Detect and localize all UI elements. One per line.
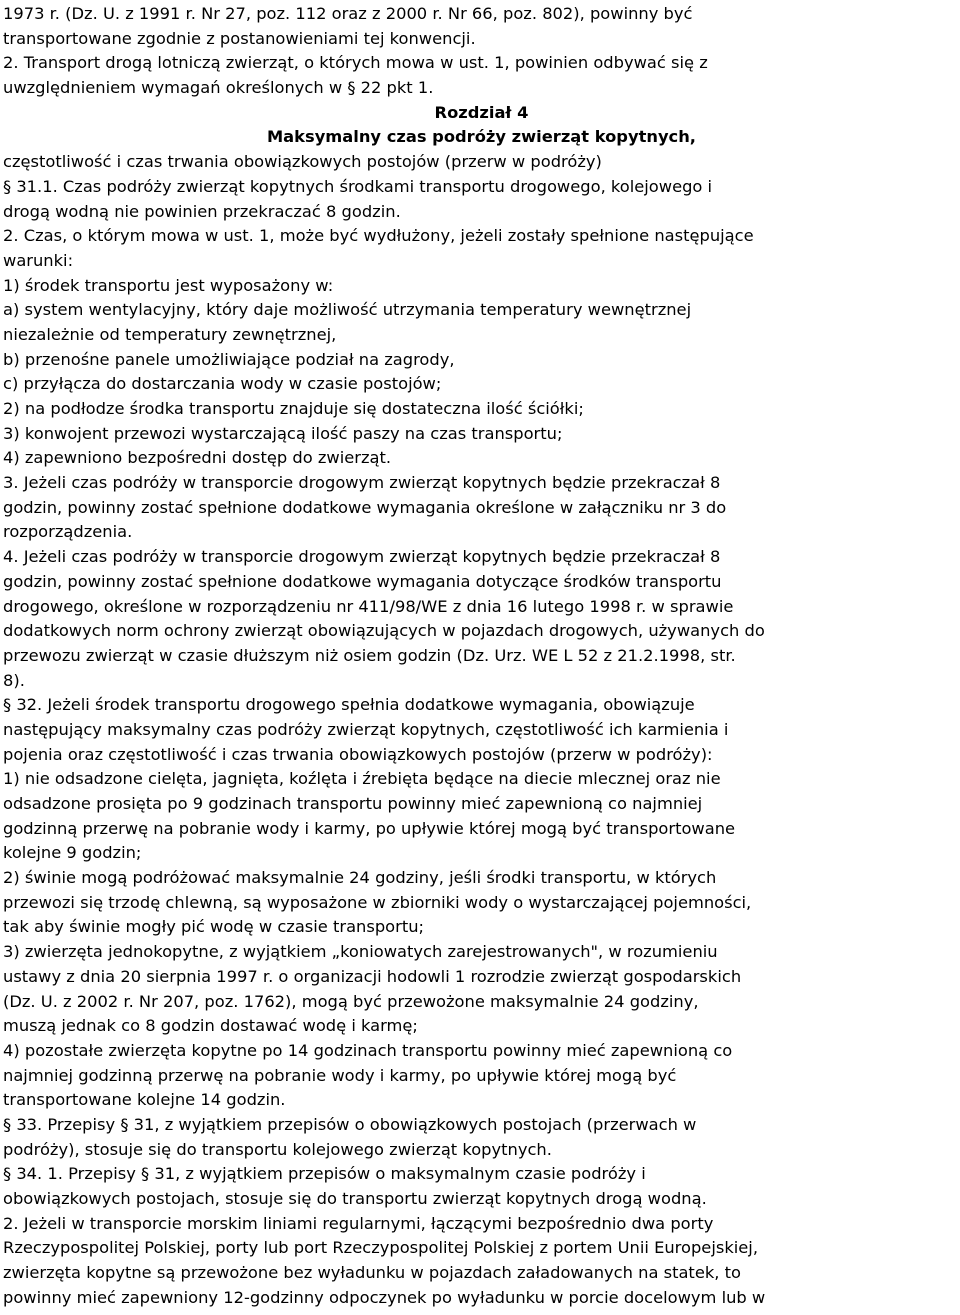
- text-line: muszą jednak co 8 godzin dostawać wodę i karmę;: [3, 1016, 418, 1036]
- text-line: 2) na podłodze środka transportu znajduje się dostateczna ilość ściółki;: [3, 399, 584, 418]
- text-line: uwzględnieniem wymagań określonych w § 22 pkt 1.: [3, 78, 434, 98]
- text-line: 3) konwojent przewozi wystarczającą ilość paszy na czas transportu;: [3, 423, 563, 443]
- text-line: § 34. 1. Przepisy § 31, z wyjątkiem przepisów o maksymalnym czasie podróży i: [3, 1164, 646, 1184]
- text-line: drogowego, określone w rozporządzeniu nr 411/98/WE z dnia 16 lutego 1998 r. w sprawie: [3, 596, 734, 616]
- text-line: warunki:: [3, 250, 74, 270]
- text-line: zwierzęta kopytne są przewożone bez wyładunku w pojazdach załadowanych na statek, to: [3, 1263, 741, 1283]
- text-line: 4) zapewniono bezpośredni dostęp do zwierząt.: [3, 448, 392, 468]
- text-line: 1) środek transportu jest wyposażony w:: [3, 275, 334, 295]
- text-line: obowiązkowych postojach, stosuje się do transportu zwierząt kopytnych drogą wodną.: [3, 1189, 707, 1208]
- text-line: 3. Jeżeli czas podróży w transporcie drogowym zwierząt kopytnych będzie przekraczał 8: [3, 473, 721, 493]
- text-line: transportowane zgodnie z postanowieniami tej konwencji.: [3, 28, 476, 48]
- text-line: 1973 r. (Dz. U. z 1991 r. Nr 27, poz. 112 oraz z 2000 r. Nr 66, poz. 802), powinny być: [3, 4, 693, 23]
- text-line: drogą wodną nie powinien przekraczać 8 godzin.: [3, 201, 401, 221]
- text-line: b) przenośne panele umożliwiające podział na zagrody,: [3, 349, 455, 369]
- text-line: godzinną przerwę na pobranie wody i karmy, po upływie której mogą być transportowane: [3, 818, 736, 838]
- text-line: przewozu zwierząt w czasie dłuższym niż osiem godzin (Dz. Urz. WE L 52 z 21.2.1998, str.: [3, 645, 736, 665]
- text-line: 4. Jeżeli czas podróży w transporcie drogowym zwierząt kopytnych będzie przekraczał 8: [3, 547, 721, 567]
- text-line: 4) pozostałe zwierzęta kopytne po 14 godzinach transportu powinny mieć zapewnioną co: [3, 1040, 733, 1060]
- text-line: § 32. Jeżeli środek transportu drogowego spełnia dodatkowe wymagania, obowiązuje: [3, 695, 695, 715]
- text-line: najmniej godzinną przerwę na pobranie wody i karmy, po upływie której mogą być: [3, 1065, 677, 1085]
- text-line: podróży), stosuje się do transportu kolejowego zwierząt kopytnych.: [3, 1139, 552, 1159]
- text-line: 3) zwierzęta jednokopytne, z wyjątkiem „koniowatych zarejestrowanych", w rozumieniu: [3, 942, 718, 962]
- chapter-title-heading: Maksymalny czas podróży zwierząt kopytnych,: [266, 127, 696, 147]
- text-line: § 33. Przepisy § 31, z wyjątkiem przepisów o obowiązkowych postojach (przerwach w: [3, 1114, 697, 1134]
- text-line: Rzeczypospolitej Polskiej, porty lub port Rzeczypospolitej Polskiej z portem Unii Europejskiej,: [3, 1238, 758, 1258]
- text-line: 1) nie odsadzone cielęta, jagnięta, koźlęta i źrebięta będące na diecie mlecznej oraz nie: [3, 769, 721, 789]
- text-line: niezależnie od temperatury zewnętrznej,: [3, 324, 337, 344]
- text-line: 2) świnie mogą podróżować maksymalnie 24 godziny, jeśli środki transportu, w których: [3, 868, 717, 888]
- text-line: pojenia oraz częstotliwość i czas trwania obowiązkowych postojów (przerw w podróży):: [3, 744, 713, 764]
- text-line: odsadzone prosięta po 9 godzinach transportu powinny mieć zapewnioną co najmniej: [3, 794, 703, 813]
- chapter-subtitle: częstotliwość i czas trwania obowiązkowych postojów (przerw w podróży): [3, 152, 602, 172]
- text-line: dodatkowych norm ochrony zwierząt obowiązujących w pojazdach drogowych, używanych do: [3, 621, 765, 641]
- text-line: a) system wentylacyjny, który daje możliwość utrzymania temperatury wewnętrznej: [3, 300, 692, 320]
- text-line: transportowane kolejne 14 godzin.: [3, 1090, 286, 1110]
- text-line: tak aby świnie mogły pić wodę w czasie transportu;: [3, 917, 425, 937]
- text-line: § 31.1. Czas podróży zwierząt kopytnych środkami transportu drogowego, kolejowego i: [3, 176, 713, 196]
- chapter-number-heading: Rozdział 4: [434, 102, 529, 122]
- text-line: kolejne 9 godzin;: [3, 843, 142, 863]
- text-line: godzin, powinny zostać spełnione dodatkowe wymagania określone w załączniku nr 3 do: [3, 497, 727, 517]
- text-line: ustawy z dnia 20 sierpnia 1997 r. o organizacji hodowli 1 rozrodzie zwierząt gospodarskich: [3, 966, 742, 986]
- text-line: 8).: [3, 670, 25, 690]
- text-line: przewozi się trzodę chlewną, są wyposażone w zbiorniki wody o wystarczającej pojemności,: [3, 892, 752, 912]
- text-line: c) przyłącza do dostarczania wody w czasie postojów;: [3, 374, 442, 394]
- text-line: 2. Transport drogą lotniczą zwierząt, o których mowa w ust. 1, powinien odbywać się z: [3, 53, 708, 73]
- text-line: 2. Jeżeli w transporcie morskim liniami regularnymi, łączącymi bezpośrednio dwa porty: [3, 1213, 714, 1233]
- text-line: godzin, powinny zostać spełnione dodatkowe wymagania dotyczące środków transportu: [3, 571, 722, 591]
- text-line: (Dz. U. z 2002 r. Nr 207, poz. 1762), mogą być przewożone maksymalnie 24 godziny,: [3, 991, 699, 1011]
- text-line: rozporządzenia.: [3, 522, 133, 542]
- text-line: 2. Czas, o którym mowa w ust. 1, może być wydłużony, jeżeli zostały spełnione następujące: [3, 226, 754, 246]
- text-line: powinny mieć zapewniony 12-godzinny odpoczynek po wyładunku w porcie docelowym lub w: [3, 1287, 766, 1307]
- text-line: następujący maksymalny czas podróży zwierząt kopytnych, częstotliwość ich karmienia i: [3, 719, 729, 739]
